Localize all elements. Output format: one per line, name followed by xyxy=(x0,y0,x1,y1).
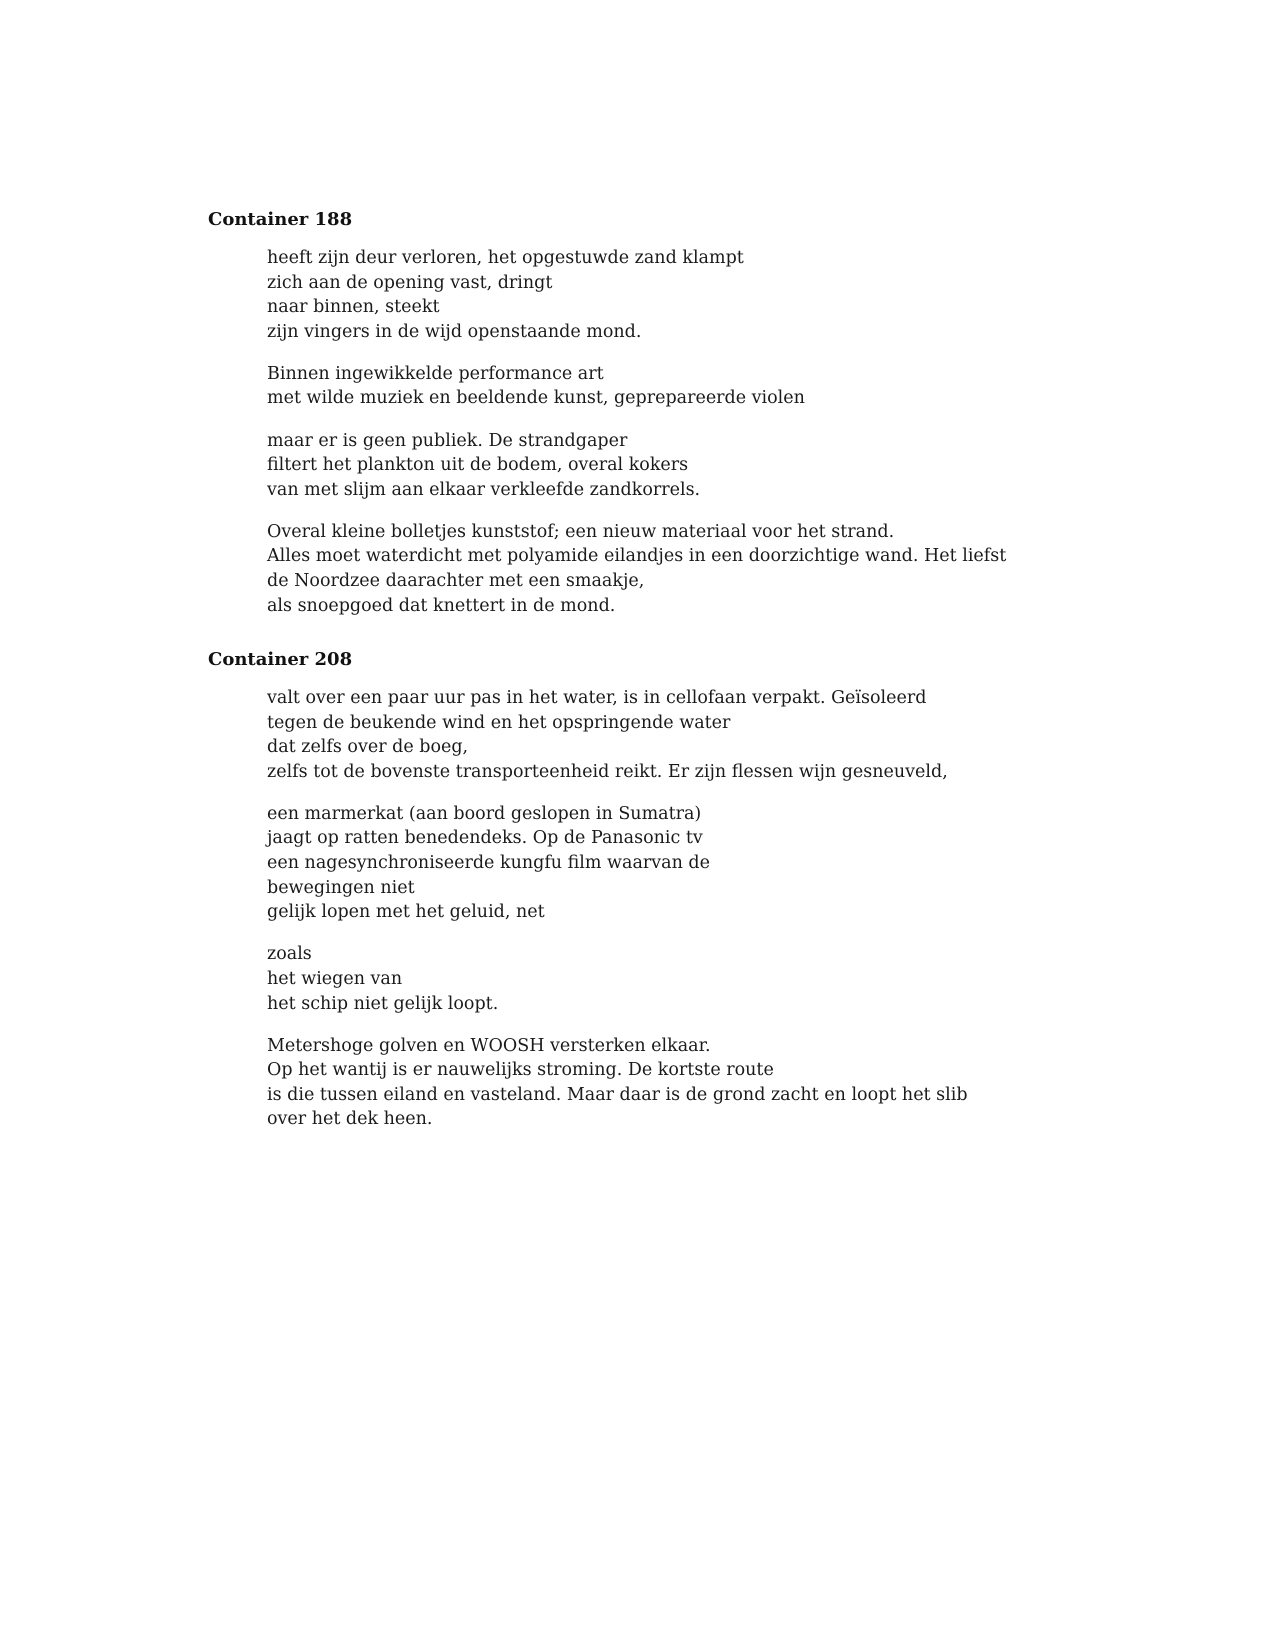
poem-line: zelfs tot de bovenste transporteenheid reikt. Er zijn flessen wijn gesneuveld, xyxy=(267,761,948,782)
poem-line: de Noordzee daarachter met een smaakje, xyxy=(267,571,645,592)
poem-line: een nagesynchroniseerde kungfu film waarvan de xyxy=(267,853,710,874)
poem-line: als snoepgoed dat knettert in de mond. xyxy=(267,595,616,616)
poem-line: Op het wantij is er nauwelijks stroming. De kortste route xyxy=(267,1060,774,1081)
poem-line: is die tussen eiland en vasteland. Maar daar is de grond zacht en loopt het slib xyxy=(267,1084,968,1105)
poem-line: tegen de beukende wind en het opspringende water xyxy=(267,712,731,733)
stanza xyxy=(267,520,1087,618)
poem-line: Binnen ingewikkelde performance art xyxy=(267,363,604,384)
stanza xyxy=(267,246,1087,344)
poem-container-208 xyxy=(267,686,1087,1150)
poem-line: bewegingen niet xyxy=(267,877,415,898)
poem-line: over het dek heen. xyxy=(267,1109,433,1130)
poem-line: heeft zijn deur verloren, het opgestuwde zand klampt xyxy=(267,248,744,268)
poem-line: zoals xyxy=(267,944,312,965)
poem-line: het schip niet gelijk loopt. xyxy=(267,993,499,1014)
poem-line: jaagt op ratten benedendeks. Op de Panasonic tv xyxy=(267,828,703,849)
poem-line: Metershoge golven en WOOSH versterken elkaar. xyxy=(267,1035,711,1056)
poem-line: van met slijm aan elkaar verkleefde zandkorrels. xyxy=(267,479,701,500)
poem-line: valt over een paar uur pas in het water, is in cellofaan verpakt. Geïsoleerd xyxy=(267,688,927,708)
poem-line: met wilde muziek en beeldende kunst, geprepareerde violen xyxy=(267,388,805,409)
poem-line: zich aan de opening vast, dringt xyxy=(267,272,553,293)
stanza xyxy=(267,686,1087,784)
stanza xyxy=(267,1034,1087,1132)
stanza xyxy=(267,429,1087,503)
poem-container-188 xyxy=(267,246,1087,636)
poem-line: naar binnen, steekt xyxy=(267,297,440,318)
section-title-container-188: Container 188 xyxy=(208,209,353,230)
section-title-container-208: Container 208 xyxy=(208,649,353,670)
stanza xyxy=(267,362,1087,411)
stanza xyxy=(267,942,1087,1016)
poem-line: Alles moet waterdicht met polyamide eilandjes in een doorzichtige wand. Het liefst xyxy=(267,546,1007,567)
poem-line: een marmerkat (aan boord geslopen in Sumatra) xyxy=(267,803,702,824)
stanza xyxy=(267,802,1087,925)
poem-line: Overal kleine bolletjes kunststof; een nieuw materiaal voor het strand. xyxy=(267,521,895,542)
poem-line: het wiegen van xyxy=(267,968,403,989)
poem-line: dat zelfs over de boeg, xyxy=(267,737,469,758)
poem-line: filtert het plankton uit de bodem, overal kokers xyxy=(267,455,689,476)
poem-line: zijn vingers in de wijd openstaande mond. xyxy=(267,321,642,342)
poem-line: maar er is geen publiek. De strandgaper xyxy=(267,430,628,451)
poem-line: gelijk lopen met het geluid, net xyxy=(267,902,545,923)
